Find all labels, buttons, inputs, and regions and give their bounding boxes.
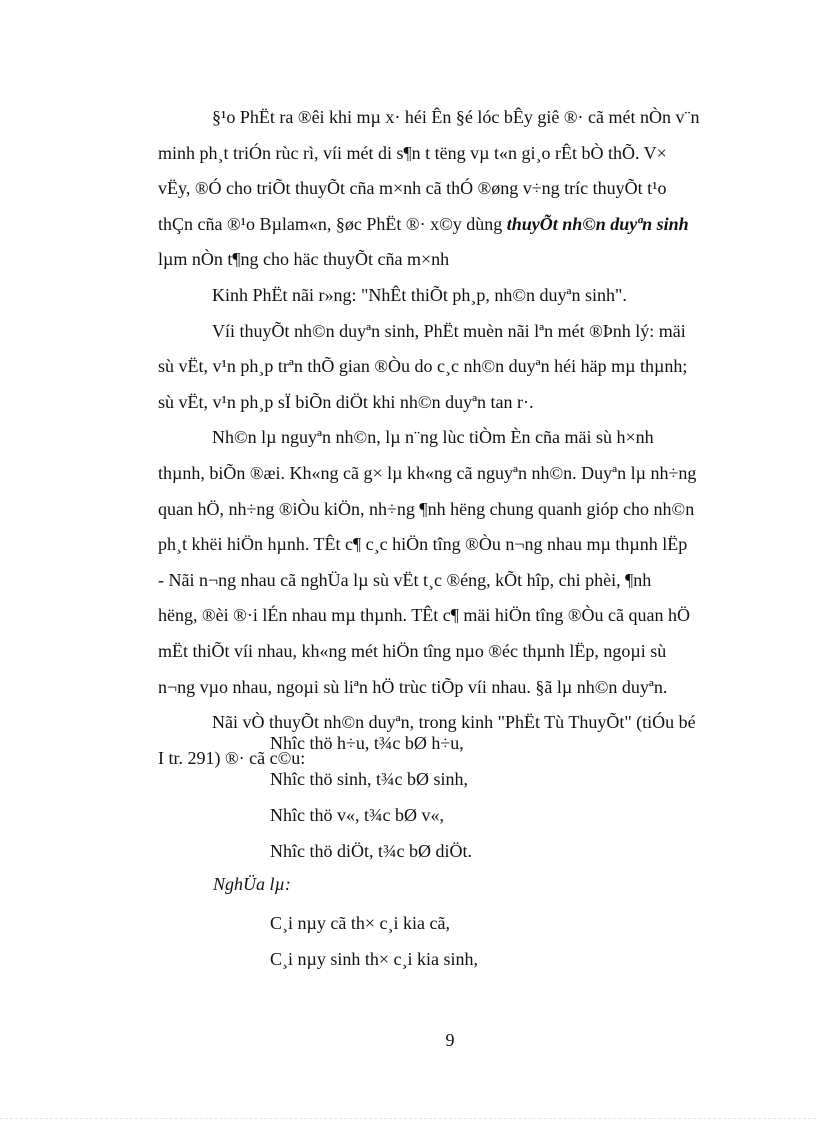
paragraph-4 [158,420,742,705]
paragraph-line: mËt thiÕt víi nhau, kh«ng mét hiÖn tîng nµo ®éc thµnh lËp, ngoµi sù [158,640,667,661]
paragraph-line: lµm nÒn t¶ng cho häc thuyÕt cña m×nh [158,249,450,270]
paragraph-line [158,207,742,243]
verse-line: C¸i nµy cã th× c¸i kia cã, [270,913,450,933]
verse-line: Nhîc thö sinh, t¾c bØ sinh, [270,769,468,789]
page-number: 9 [445,1030,455,1050]
paragraph-line: - Nãi n¬ng nhau cã nghÜa lµ sù vËt t¸c ®éng, kÕt hîp, chi phèi, ¶nh [158,569,652,590]
paragraph-3 [158,314,742,421]
paragraph-line: vËy, ®Ó cho triÕt thuyÕt cña m×nh cã thÓ ®øng v÷ng tríc thuyÕt t¹o [158,178,667,199]
paragraph-1 [158,100,742,278]
paragraph-2 [212,278,742,314]
paragraph-line: sù vËt, v¹n ph¸p trªn thÕ gian ®Òu do c¸c nh©n duyªn héi häp mµ thµnh; [158,356,688,377]
emphasis-phrase: thuyÕt nh©n duyªn sinh [506,213,689,234]
paragraph-line: §¹o PhËt ra ®êi khi mµ x· héi Ên §é lóc bÊy giê ®· cã mét nÒn v¨n [212,107,700,127]
paragraph-line: Víi thuyÕt nh©n duyªn sinh, PhËt muèn nãi lªn mét ®Þnh lý: mäi [212,320,686,341]
paragraph-line: minh ph¸t triÓn rùc rì, víi mét di s¶n t tëng vµ t«n gi¸o rÊt bÒ thÕ. V× [158,142,667,163]
paragraph-line: Kinh PhËt nãi r»ng: "NhÊt thiÕt ph¸p, nh©n duyªn sinh". [212,284,627,305]
verse-line: C¸i nµy sinh th× c¸i kia sinh, [270,949,479,969]
verse-line: Nhîc thö h÷u, t¾c bØ h÷u, [270,733,464,753]
body-text [158,100,742,776]
paragraph-line: ph¸t khëi hiÖn hµnh. TÊt c¶ c¸c hiÖn tîng ®Òu n¬ng nhau mµ thµnh lËp [158,534,688,555]
paragraph-line: n¬ng vµo nhau, ngoµi sù liªn hÖ trùc tiÕp víi nhau. §ã lµ nh©n duyªn. [158,676,668,697]
meaning-label: NghÜa lµ: [213,874,291,894]
verse-line: Nhîc thö v«, t¾c bØ v«, [270,805,444,825]
paragraph-line: quan hÖ, nh÷ng ®iÒu kiÖn, nh÷ng ¶nh hëng chung quanh gióp cho nh©n [158,498,695,519]
paragraph-line: I tr. 291) ®· cã c©u: [158,747,306,768]
paragraph-line-text: thÇn cña ®¹o Bµlam«n, §øc PhËt ®· x©y dùng [158,213,507,234]
paragraph-line: sù vËt, v¹n ph¸p sÏ biÕn diÖt khi nh©n duyªn tan r·. [158,391,534,412]
page-bottom-divider [0,1118,816,1119]
paragraph-line: hëng, ®èi ®·i lÉn nhau mµ thµnh. TÊt c¶ mäi hiÖn tîng ®Òu cã quan hÖ [158,605,691,626]
verse-line: Nhîc thö diÖt, t¾c bØ diÖt. [270,841,472,861]
paragraph-line: Nãi vÒ thuyÕt nh©n duyªn, trong kinh "PhËt Tù ThuyÕt" (tiÓu bé [212,712,696,733]
paragraph-line: thµnh, biÕn ®æi. Kh«ng cã g× lµ kh«ng cã nguyªn nh©n. Duyªn lµ nh÷ng [158,462,697,483]
paragraph-line: Nh©n lµ nguyªn nh©n, lµ n¨ng lùc tiÒm Èn cña mäi sù h×nh [212,427,654,448]
